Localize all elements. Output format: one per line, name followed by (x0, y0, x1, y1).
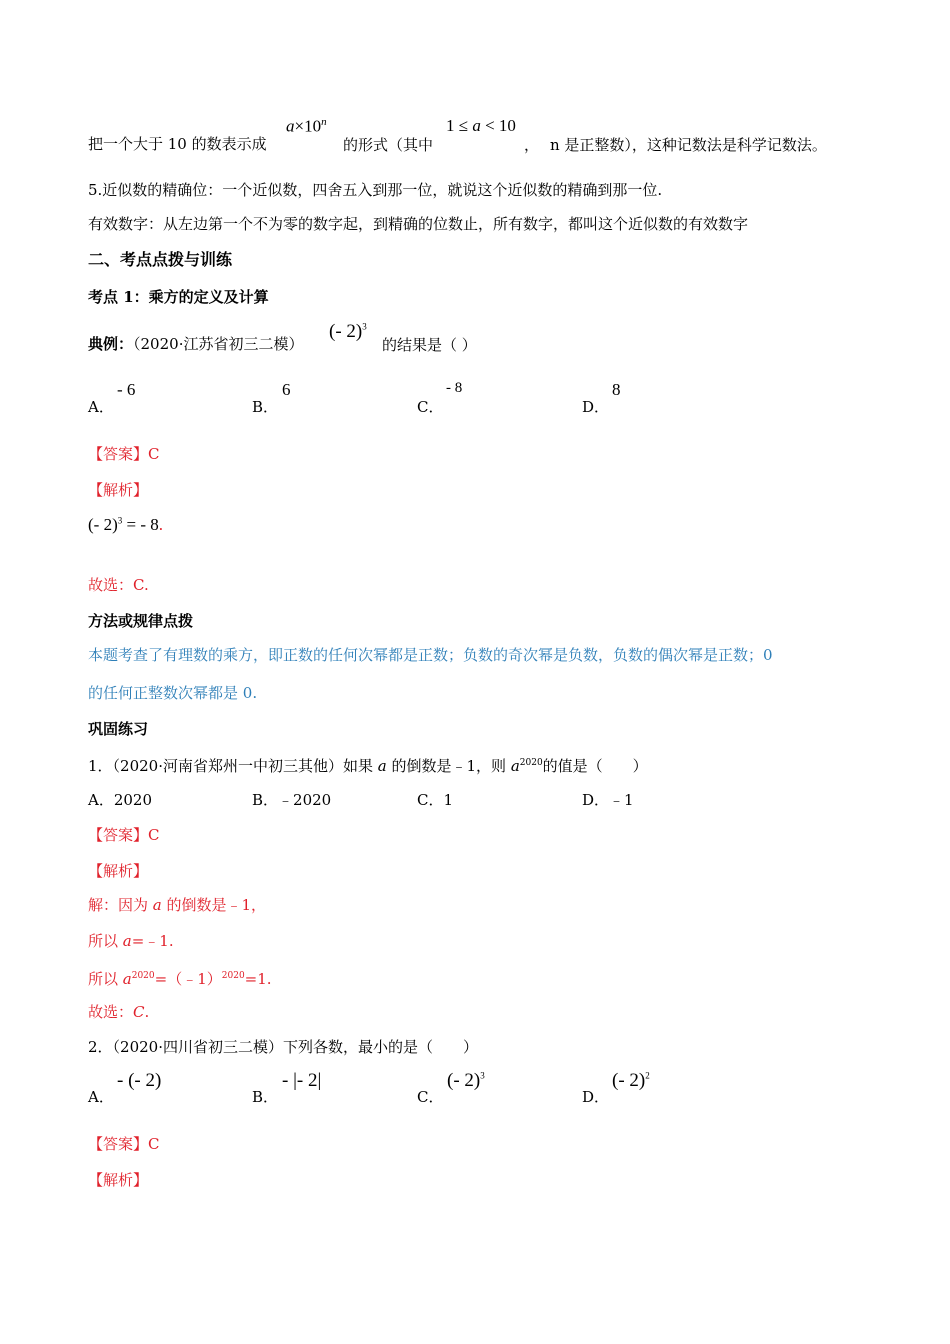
analysis-exp: 3 (117, 515, 123, 526)
q1-sol3-exp: 2020 (131, 971, 155, 981)
q1-solution-1 (88, 895, 266, 915)
analysis-rest: = - 8 (122, 515, 159, 534)
example-suffix: 的结果是（ ） (382, 336, 477, 354)
q2-option-a-letter: A． (88, 1088, 114, 1106)
q1-solution-2 (88, 931, 174, 951)
example-expr-base: (- 2) (329, 321, 363, 342)
q1-sol3-exp2: 2020 (221, 971, 245, 981)
method-line1: 本题考查了有理数的乘方，即正数的任何次幂都是正数；负数的奇次幂是负数，负数的偶次幂是正数；0 (88, 646, 773, 664)
q2-option-b-value: - |- 2| (282, 1070, 322, 1091)
q1-solution-4 (88, 1002, 149, 1022)
q1-option-c-value: 1 (443, 791, 454, 809)
example-source: （2020·江苏省初三二模） (133, 335, 304, 353)
formula-exp: n (321, 116, 327, 128)
q1-option-c-letter: C． (417, 791, 444, 809)
point5-text: 5.近似数的精确位：一个近似数，四舍五入到那一位，就说这个近似数的精确到那一位. (88, 181, 663, 199)
q1-sol3-a: 所以 (88, 970, 123, 988)
example-expr-exp: 3 (362, 321, 367, 332)
intro-part4: n 是正整数），这种记数法是科学记数法。 (550, 136, 827, 154)
q2-analysis-label: 【解析】 (88, 1171, 149, 1189)
sci-notation-formula (286, 116, 327, 137)
example-conclusion: 故选：C. (88, 576, 149, 594)
example-option-c-letter: C． (417, 398, 444, 416)
method-title: 方法或规律点拨 (88, 612, 194, 630)
q1-sol1-var: a (152, 896, 162, 914)
q1-option-b-letter: B． (252, 791, 279, 809)
section2-title: 二、考点点拨与训练 (88, 250, 233, 269)
q1-sol1-b: 的倒数是﹣1， (161, 896, 267, 914)
q1-answer: 【答案】C (88, 826, 160, 844)
example-option-d-letter: D． (582, 398, 610, 416)
q1-sol4-var: C (133, 1003, 145, 1021)
example-option-a-letter: A． (88, 398, 114, 416)
q2-answer: 【答案】C (88, 1135, 160, 1153)
example-option-d-value: 8 (612, 380, 621, 399)
q1-sol2-var: a (122, 932, 132, 950)
q1-sol2-a: 所以 (88, 932, 123, 950)
q1-option-d (582, 789, 634, 810)
q1-mid: 的倒数是﹣1，则 (386, 757, 511, 775)
example-analysis-label: 【解析】 (88, 481, 149, 499)
q1-option-a-value: 2020 (113, 791, 153, 809)
q2-option-c-letter: C． (417, 1088, 444, 1106)
formula-times: ×10 (294, 116, 322, 136)
q2-option-c-exp: 3 (480, 1070, 485, 1081)
q1-prefix: 1．（2020·河南省郑州一中初三其他）如果 (88, 757, 378, 775)
q2-option-d-value (612, 1070, 650, 1092)
example-expression (329, 321, 367, 343)
q1-option-a (88, 789, 152, 810)
q2-option-b-letter: B． (252, 1088, 279, 1106)
practice-title: 巩固练习 (88, 720, 149, 738)
example-label: 典例： (88, 335, 134, 353)
range-var: a (472, 116, 481, 135)
q1-sol4-a: 故选： (88, 1003, 134, 1021)
example-answer: 【答案】C (88, 445, 160, 463)
q1-var: a (377, 757, 387, 775)
q1-option-c (417, 789, 453, 810)
q1-pow-exp: 2020 (519, 758, 543, 768)
intro-part3: ， (524, 136, 540, 154)
range-left: 1 ≤ (446, 116, 473, 135)
intro-part2: 的形式（其中 (343, 136, 434, 154)
range-formula (446, 116, 516, 136)
example-analysis-expr (88, 515, 163, 535)
q1-option-b (252, 789, 331, 810)
kaodian1-title: 考点 1：乘方的定义及计算 (88, 288, 269, 306)
q2-option-c-value (447, 1070, 485, 1092)
q1-sol3-b: =（﹣1） (154, 970, 222, 988)
q1-pow-var: a (510, 757, 520, 775)
q1-stem (88, 753, 648, 776)
intro-line (88, 134, 267, 154)
q2-stem: 2．（2020·四川省初三二模）下列各数，最小的是（ ） (88, 1038, 478, 1056)
q1-sol3-c: =1. (244, 970, 272, 988)
q1-option-a-letter: A． (88, 791, 114, 809)
q1-sol3-var: a (122, 970, 132, 988)
q2-option-c-base: (- 2) (447, 1070, 481, 1091)
q2-option-a-value: - (- 2) (117, 1070, 162, 1091)
range-right: < 10 (480, 116, 516, 135)
q2-option-d-exp: 2 (645, 1070, 650, 1081)
analysis-base: (- 2) (88, 515, 118, 534)
q1-analysis-label: 【解析】 (88, 862, 149, 880)
q2-option-d-base: (- 2) (612, 1070, 646, 1091)
q1-sol4-b: . (144, 1003, 150, 1021)
intro-part1: 把一个大于 10 的数表示成 (88, 135, 267, 153)
formula-a: a (286, 116, 295, 136)
q1-sol1-a: 解：因为 (88, 896, 153, 914)
q1-option-d-letter: D． (582, 791, 610, 809)
sigfig-text: 有效数字：从左边第一个不为零的数字起，到精确的位数止，所有数字，都叫这个近似数的有效数字 (88, 215, 749, 233)
example-line (88, 334, 303, 354)
example-option-b-value: 6 (282, 380, 291, 399)
q2-option-d-letter: D． (582, 1088, 610, 1106)
example-option-b-letter: B． (252, 398, 279, 416)
method-line2: 的任何正整数次幂都是 0. (88, 684, 258, 702)
q1-solution-3 (88, 966, 272, 989)
analysis-dot: . (158, 515, 163, 534)
q1-option-b-value: ﹣2020 (278, 791, 332, 809)
q1-suffix: 的值是（ ） (542, 757, 648, 775)
example-option-a-value: - 6 (117, 380, 136, 399)
q1-option-d-value: ﹣1 (609, 791, 634, 809)
q1-sol2-b: =﹣1. (131, 932, 174, 950)
example-option-c-value: - 8 (446, 380, 463, 396)
